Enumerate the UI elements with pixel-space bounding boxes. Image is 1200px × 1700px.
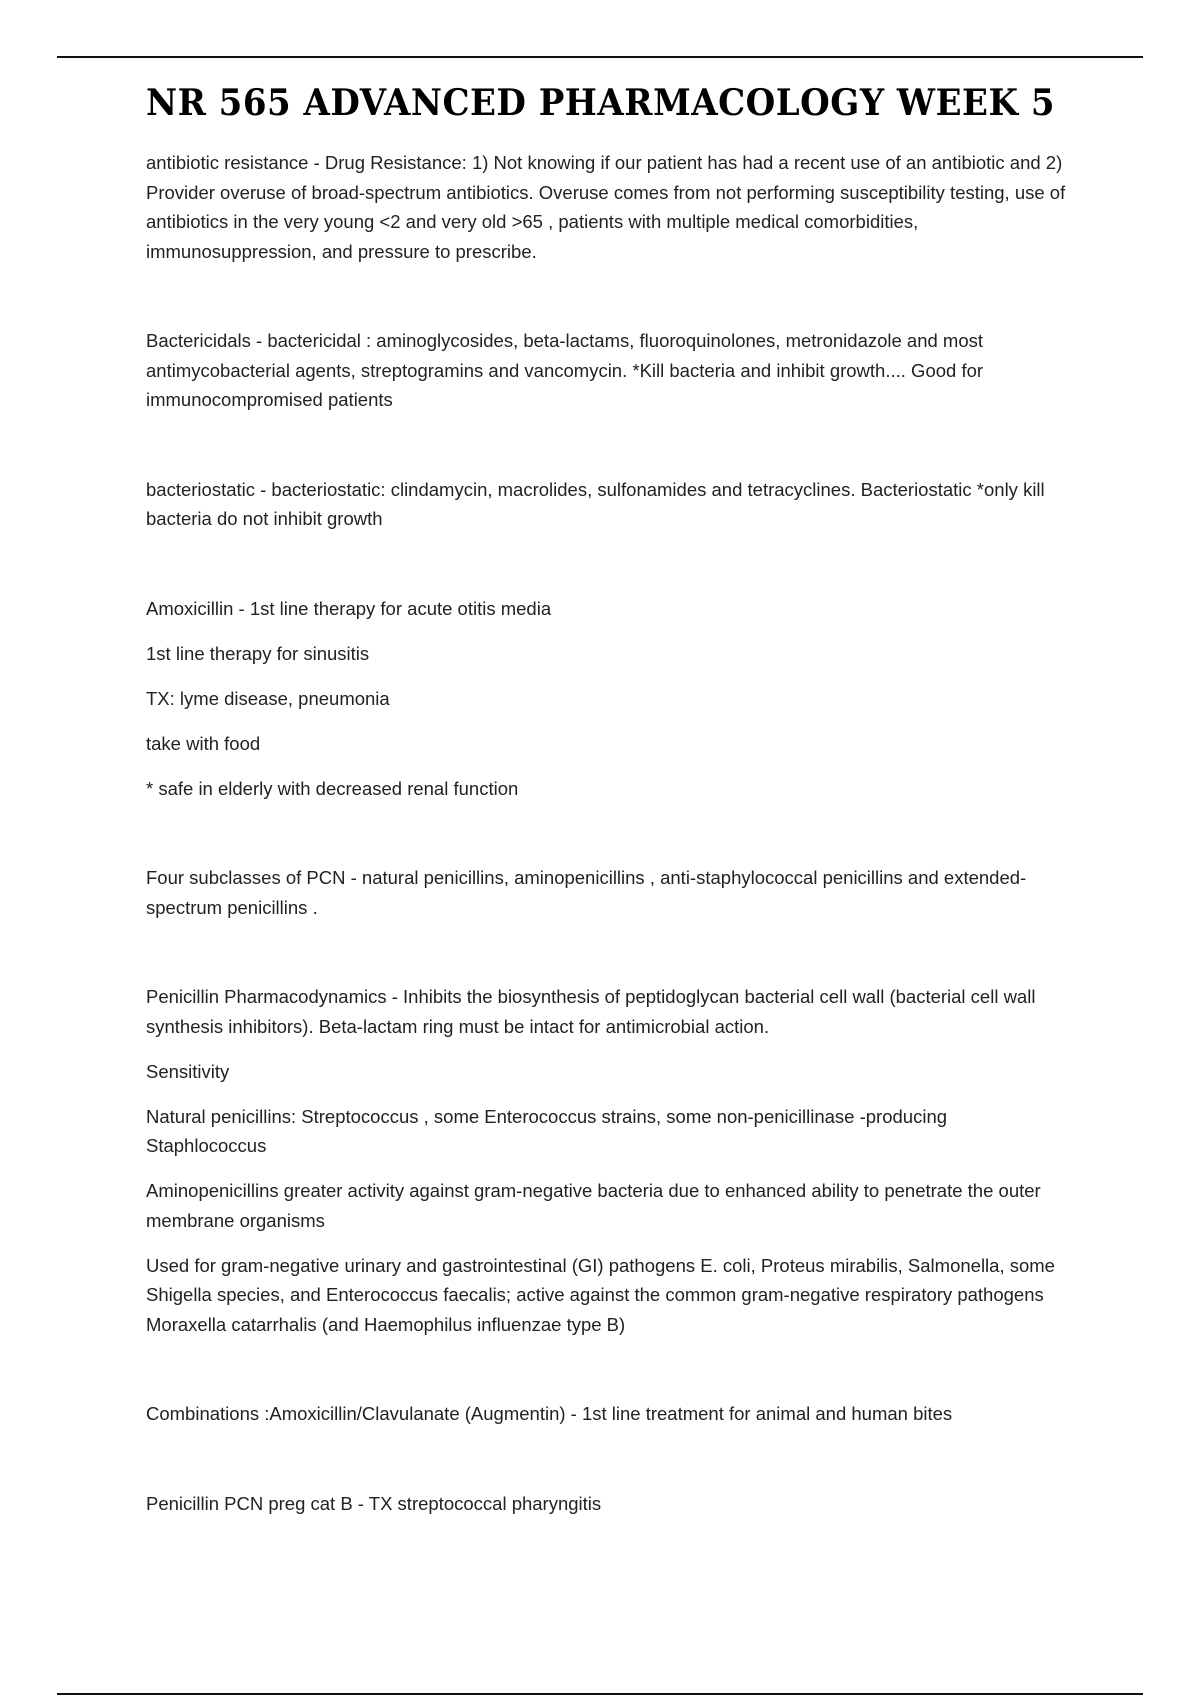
entry-text: Bactericidals - bactericidal : aminoglycosides, beta-lactams, fluoroquinolones, metronidazole and most antimycobacterial agents, streptogramins and vancomycin. *Kill bacteria and inhibit growth.... Good for immunocompromised patients <box>146 330 984 410</box>
entry-text: Natural penicillins: Streptococcus , some Enterococcus strains, some non-penicillinase -producing Staphlococcus <box>146 1105 948 1156</box>
entry-text: Aminopenicillins greater activity against gram-negative bacteria due to enhanced ability to penetrate the outer membrane organisms <box>146 1180 1041 1231</box>
entry-text: * safe in elderly with decreased renal function <box>146 777 519 799</box>
entry-text: Combinations :Amoxicillin/Clavulanate (Augmentin) - 1st line treatment for animal and human bites <box>146 1403 953 1424</box>
entry-text: antibiotic resistance - Drug Resistance: 1) Not knowing if our patient has had a recent use of an antibiotic and 2) Provider overuse of broad-spectrum antibiotics. Overuse comes from not performing susceptibility testing, use of antibiotics in the very young <2 and very old >65 , patients with multiple medical comorbidities, immunosuppression, and pressure to prescribe. <box>146 152 1066 262</box>
entry-text: Penicillin Pharmacodynamics - Inhibits the biosynthesis of peptidoglycan bacterial cell wall (bacterial cell wall synthesis inhibitors). Beta-lactam ring must be intact for antimicrobial action. <box>146 986 1036 1037</box>
entry-gap <box>146 1429 1066 1489</box>
entry-combinations <box>146 1399 1066 1429</box>
entry-bactericidals <box>146 326 1066 415</box>
entry-text: Four subclasses of PCN - natural penicillins, aminopenicillins , anti-staphylococcal penicillins and extended-spectrum penicillins . <box>146 867 1027 918</box>
entry-text: Amoxicillin - 1st line therapy for acute otitis media <box>146 597 552 619</box>
bottom-rule <box>57 1693 1143 1695</box>
entry-text: Sensitivity <box>146 1060 230 1082</box>
entry-text: Used for gram-negative urinary and gastrointestinal (GI) pathogens E. coli, Proteus mirabilis, Salmonella, some Shigella species, and Enterococcus faecalis; active against the common gram-negative respiratory pathogens Moraxella catarrhalis (and Haemophilus influenzae type B) <box>146 1254 1055 1335</box>
entry-bacteriostatic <box>146 475 1066 534</box>
entry-pcn-subclasses <box>146 863 1066 922</box>
entry-antibiotic-resistance <box>146 148 1066 266</box>
entry-gap <box>146 266 1066 326</box>
top-rule <box>57 56 1143 58</box>
entry-gap <box>146 803 1066 863</box>
entry-penicillin-pharmacodynamics <box>146 982 1066 1339</box>
document-page <box>146 78 1066 1518</box>
page-title: NR 565 ADVANCED PHARMACOLOGY WEEK 5 <box>146 81 1055 125</box>
entry-penicillin-preg-cat <box>146 1489 1066 1519</box>
entry-text: TX: lyme disease, pneumonia <box>146 687 390 709</box>
entry-gap <box>146 922 1066 982</box>
entry-gap <box>146 534 1066 594</box>
entry-text: 1st line therapy for sinusitis <box>146 642 370 664</box>
entry-gap <box>146 1339 1066 1399</box>
entry-text: take with food <box>146 732 261 754</box>
entry-amoxicillin <box>146 594 1066 804</box>
entry-gap <box>146 415 1066 475</box>
entry-text: Penicillin PCN preg cat B - TX streptococcal pharyngitis <box>146 1492 602 1514</box>
entry-text: bacteriostatic - bacteriostatic: clindamycin, macrolides, sulfonamides and tetracyclines. Bacteriostatic *only kill bacteria do not inhibit growth <box>146 478 1045 529</box>
